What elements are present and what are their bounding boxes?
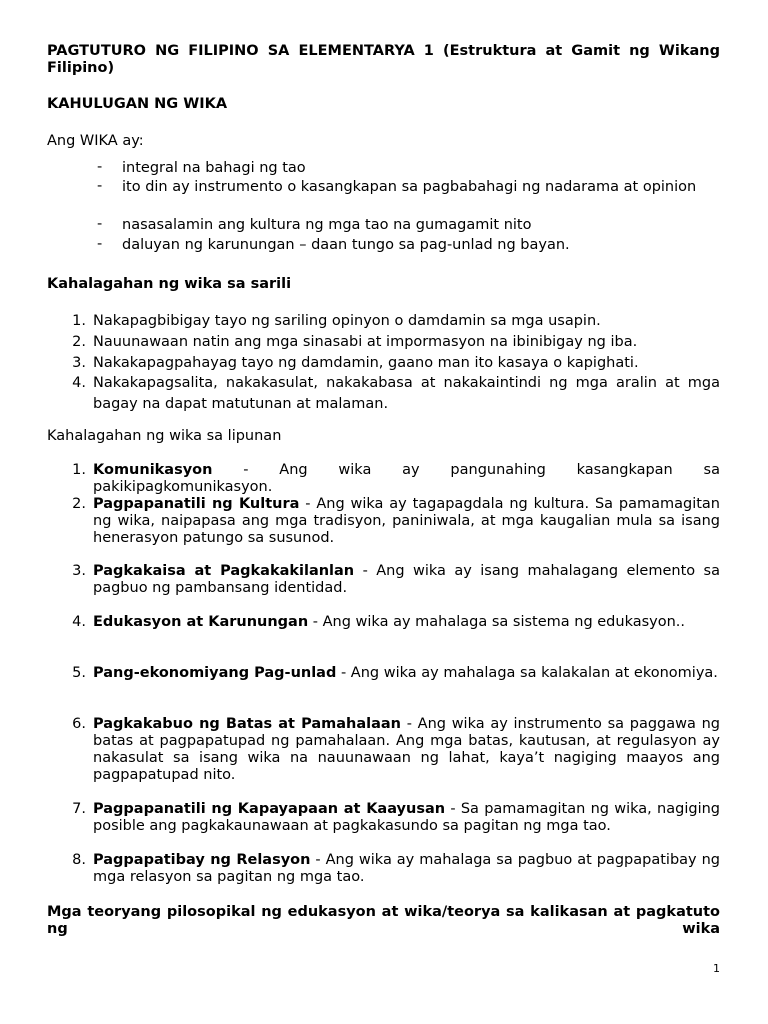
list-item (66, 614, 720, 631)
list-number: 6. (72, 716, 86, 732)
list-number: 1. (72, 313, 86, 329)
dash-marker: - (97, 216, 103, 232)
item-description: - Ang wika ay isang mahalagang elemento sa pagbuo ng pambansang identidad. (93, 563, 721, 596)
dash-marker: - (97, 236, 103, 252)
list-item (66, 332, 720, 353)
item-description: - Ang wika ay mahalaga sa pagbuo at pagpapatibay ng mga relasyon sa pagitan ng mga tao. (93, 852, 720, 885)
list-item (66, 353, 720, 374)
list-item (97, 216, 720, 235)
list-item (66, 373, 720, 414)
intro-text: Ang WIKA ay: (47, 133, 144, 149)
list-number: 1. (72, 462, 86, 478)
dash-marker: - (97, 178, 103, 194)
item-term: Pagpapatibay ng Relasyon (93, 852, 311, 868)
list-item-text: Nauunawaan natin ang mga sinasabi at impormasyon na ibinibigay ng iba. (93, 334, 638, 350)
list-item (66, 801, 720, 835)
list-item (66, 563, 720, 597)
list-number: 3. (72, 563, 86, 579)
document-title: PAGTUTURO NG FILIPINO SA ELEMENTARYA 1 (Estruktura at Gamit ng Wikang Filipino) (47, 43, 720, 76)
page-number: 1 (713, 962, 720, 975)
item-term: Edukasyon at Karunungan (93, 614, 309, 630)
list-number: 5. (72, 665, 86, 681)
item-description: - Ang wika ay instrumento sa paggawa ng batas at pagpapatupad ng pamahalaan. Ang mga batas, kautusan, at regulasyon ay nakasulat sa isang wika na nauunawaan ng lahat, kaya’t nagiging maayos ang pagpapatupad nito. (93, 716, 720, 783)
list-item-text: Nakapagbibigay tayo ng sariling opinyon o damdamin sa mga usapin. (93, 313, 601, 329)
list-number: 4. (72, 375, 86, 391)
list-number: 7. (72, 801, 86, 817)
item-term: Pagpapanatili ng Kapayapaan at Kaayusan (93, 801, 446, 817)
dash-marker: - (97, 159, 103, 175)
item-term: Pagkakabuo ng Batas at Pamahalaan (93, 716, 402, 732)
list-item (97, 159, 720, 178)
list-item (97, 178, 720, 197)
list-item (66, 462, 720, 496)
item-description: - Ang wika ay mahalaga sa kalakalan at ekonomiya. (336, 665, 718, 681)
list-item (66, 665, 720, 682)
list-item (66, 852, 720, 886)
list-number: 3. (72, 355, 86, 371)
item-term: Komunikasyon (93, 462, 213, 478)
item-description: - Ang wika ay mahalaga sa sistema ng edukasyon.. (308, 614, 686, 630)
heading-lipunan: Kahalagahan ng wika sa lipunan (47, 428, 282, 444)
heading-kahulugan: KAHULUGAN NG WIKA (47, 96, 228, 112)
item-term: Pagkakaisa at Pagkakakilanlan (93, 563, 355, 579)
list-item-text: daluyan ng karunungan – daan tungo sa pag-unlad ng bayan. (122, 237, 570, 253)
list-number: 2. (72, 334, 86, 350)
list-item (66, 311, 720, 332)
item-description: - Ang wika ay pangunahing kasangkapan sa pakikipagkomunikasyon. (93, 462, 720, 495)
list-number: 4. (72, 614, 86, 630)
list-item-text: nasasalamin ang kultura ng mga tao na gumagamit nito (122, 217, 532, 233)
list-item (66, 716, 720, 784)
list-number: 2. (72, 496, 86, 512)
list-item-text: Nakakapagpahayag tayo ng damdamin, gaano man ito kasaya o kapighati. (93, 355, 639, 371)
item-term: Pang-ekonomiyang Pag-unlad (93, 665, 337, 681)
item-term: Pagpapanatili ng Kultura (93, 496, 300, 512)
list-item-text: ito din ay instrumento o kasangkapan sa pagbabahagi ng nadarama at opinion (122, 179, 697, 195)
list-item-text: Nakakapagsalita, nakakasulat, nakakabasa at nakakaintindi ng mga aralin at mga bagay na dapat matutunan at malaman. (93, 375, 720, 412)
list-item (66, 496, 720, 547)
heading-sarili: Kahalagahan ng wika sa sarili (47, 276, 292, 292)
item-description: - Sa pamamagitan ng wika, nagiging posible ang pagkakaunawaan at pagkakasundo sa pagitan ng mga tao. (93, 801, 720, 834)
item-description: - Ang wika ay tagapagdala ng kultura. Sa pamamagitan ng wika, naipapasa ang mga tradisyon, paniniwala, at mga kaugalian mula sa isang henerasyon patungo sa susunod. (93, 496, 720, 546)
heading-teorya: Mga teoryang pilosopikal ng edukasyon at wika/teorya sa kalikasan at pagkatuto ng wika (47, 904, 720, 937)
list-item (97, 236, 720, 255)
list-number: 8. (72, 852, 86, 868)
list-item-text: integral na bahagi ng tao (122, 160, 306, 176)
